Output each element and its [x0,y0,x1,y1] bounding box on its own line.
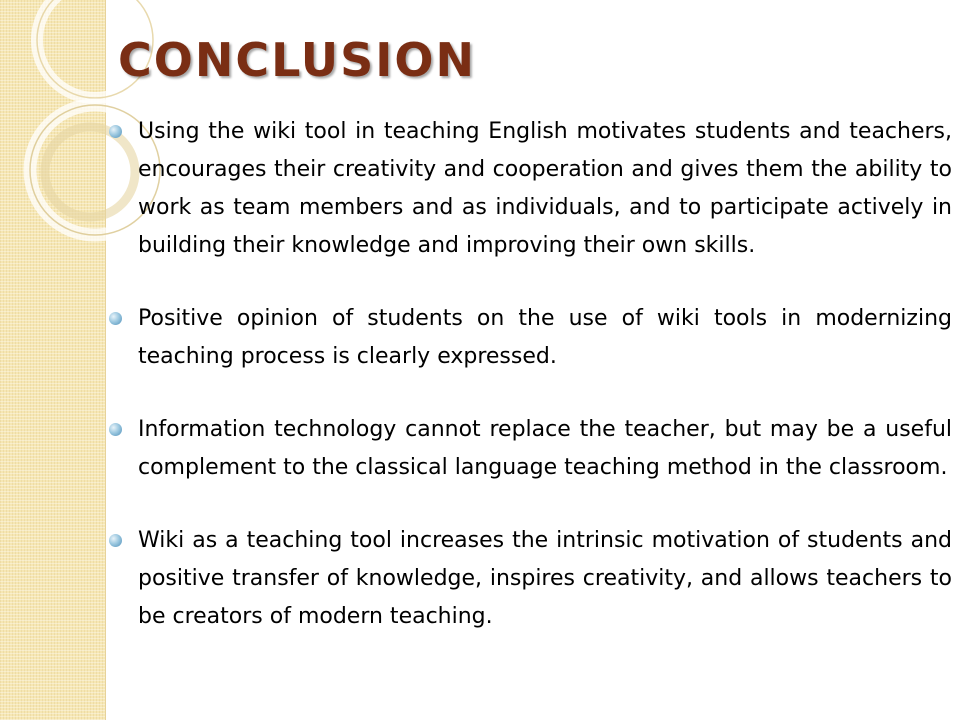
round-bullet-icon [109,125,122,138]
bullet-text: Wiki as a teaching tool increases the intrinsic motivation of students and positive transfer of knowledge, inspires creativity, and allows teachers to be creators of modern teaching. [138,528,952,629]
bullet-text: Positive opinion of students on the use of wiki tools in modernizing teaching process is clearly expressed. [138,306,952,369]
bullet-item [106,522,952,636]
bullet-text: Using the wiki tool in teaching English motivates students and teachers, encourages their creativity and cooperation and gives them the ability to work as team members and as individuals, and to participate actively in building their knowledge and improving their own skills. [138,119,952,258]
round-bullet-icon [109,534,122,547]
bullet-item [106,113,952,265]
round-bullet-icon [109,312,122,325]
bullet-text: Information technology cannot replace the teacher, but may be a useful complement to the classical language teaching method in the classroom. [138,417,952,480]
bullet-item [106,411,952,487]
bullet-list [106,113,952,671]
slide-title: CONCLUSION [118,33,476,87]
round-bullet-icon [109,423,122,436]
bullet-item [106,300,952,376]
